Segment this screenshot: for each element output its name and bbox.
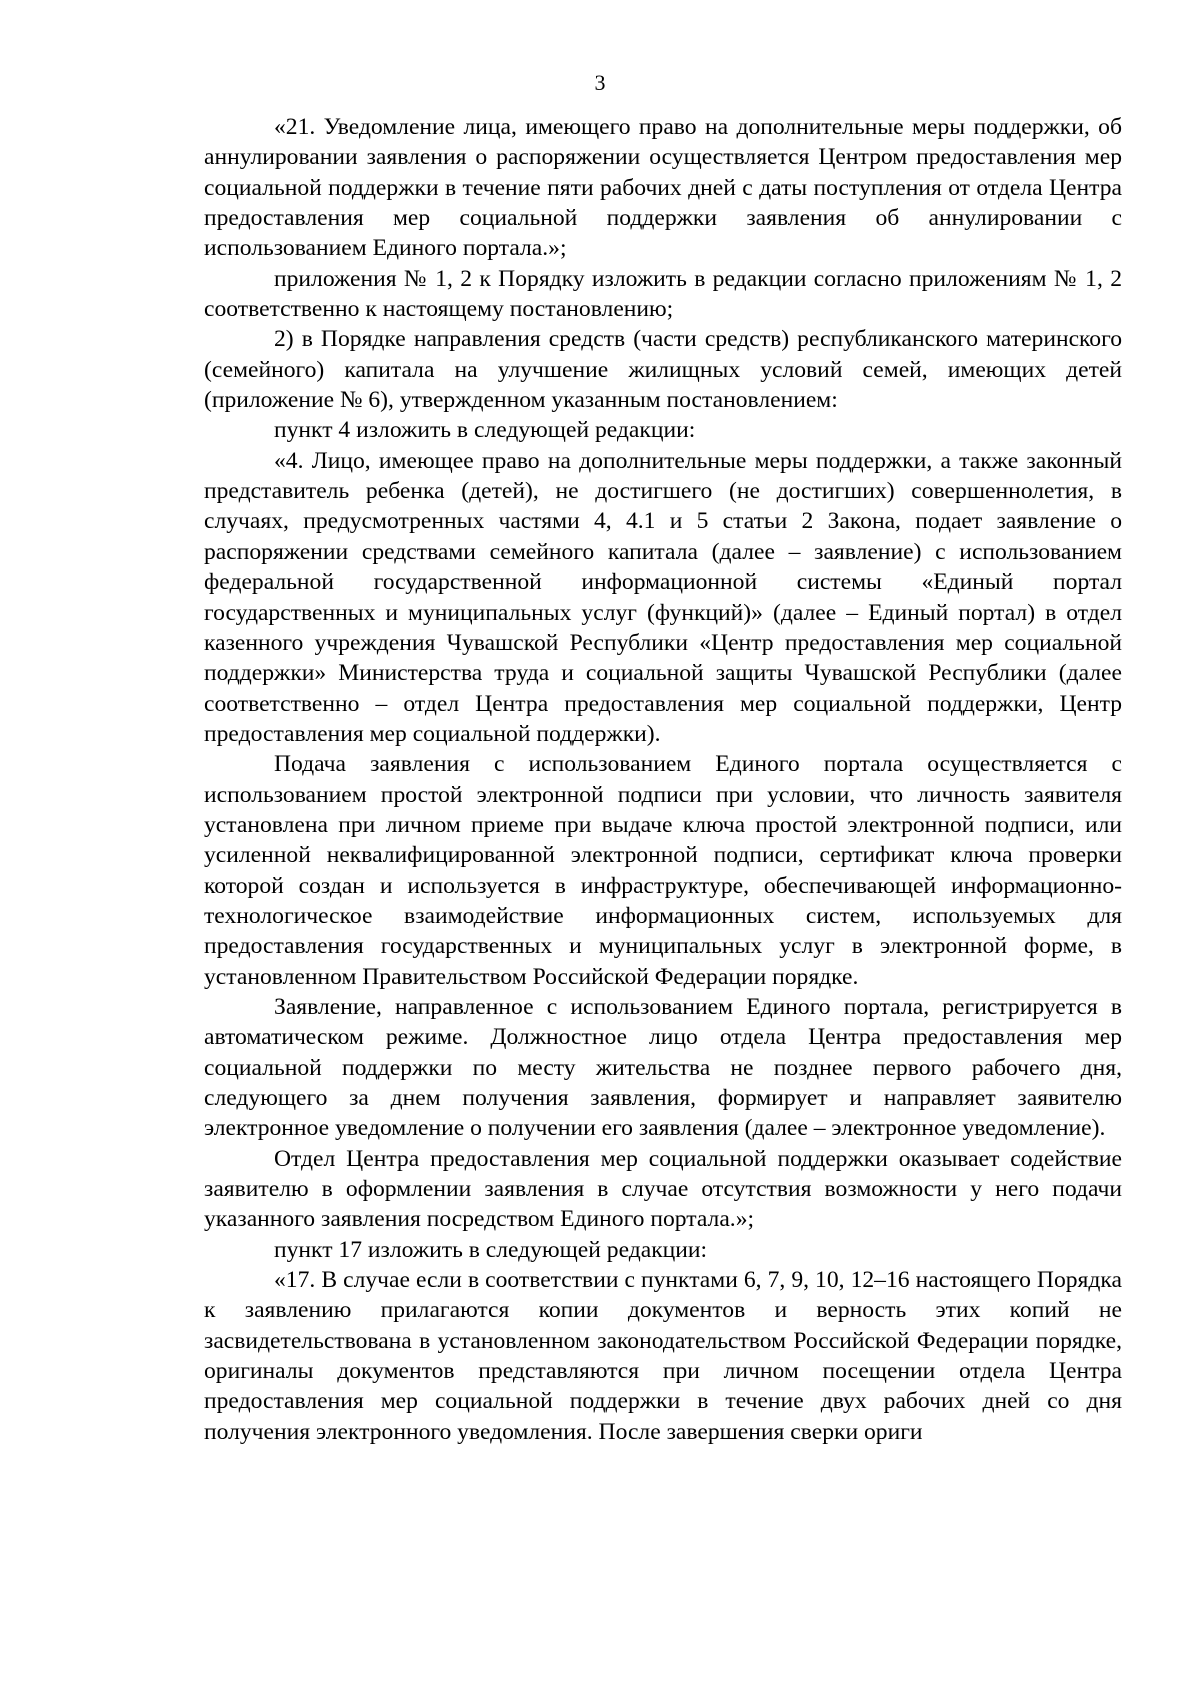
paragraph: «4. Лицо, имеющее право на дополнительные меры поддержки, а также законный представитель ребенка (детей), не достигшего (не достигших) совершеннолетия, в случаях, предусмотренных частями 4, 4.1 и 5 статьи 2 Закона, подает заявление о распоряжении средствами семейного капитала (далее – заявление) с использованием федеральной государственной информационной системы «Единый портал государственных и муниципальных услуг (функций)» (далее – Единый портал) в отдел казенного учреждения Чувашской Республики «Центр предоставления мер социальной поддержки» Министерства труда и социальной защиты Чувашской Республики (далее соответственно – отдел Центра предоставления мер социальной поддержки, Центр предоставления мер социальной поддержки). bbox=[204, 447, 1122, 747]
paragraph: пункт 17 изложить в следующей редакции: bbox=[274, 1236, 708, 1263]
paragraph: приложения № 1, 2 к Порядку изложить в редакции согласно приложениям № 1, 2 соответственно к настоящему постановлению; bbox=[204, 265, 1122, 323]
paragraph: Заявление, направленное с использованием Единого портала, регистрируется в автоматическом режиме. Должностное лицо отдела Центра предоставления мер социальной поддержки по месту жительства не позднее первого рабочего дня, следующего за днем получения заявления, формирует и направляет заявителю электронное уведомление о получении его заявления (далее – электронное уведомление). bbox=[204, 993, 1122, 1142]
paragraph: «17. В случае если в соответствии с пунктами 6, 7, 9, 10, 12–16 настоящего Порядка к заявлению прилагаются копии документов и верность этих копий не засвидетельствована в установленном законодательством Российской Федерации порядке, оригиналы документов представляются при личном посещении отдела Центра предоставления мер социальной поддержки в течение двух рабочих дней со дня получения электронного уведомления. После завершения сверки ориги bbox=[204, 1267, 1122, 1445]
page-number: 3 bbox=[594, 70, 606, 95]
paragraph: Подача заявления с использованием Единого портала осуществляется с использованием простой электронной подписи при условии, что личность заявителя установлена при личном приеме при выдаче ключа простой электронной подписи, или усиленной неквалифицированной электронной подписи, сертификат ключа проверки которой создан и используется в инфраструктуре, обеспечивающей информационно-технологическое взаимодействие информационных систем, используемых для предоставления государственных и муниципальных услуг в электронной форме, в установленном Правительством Российской Федерации порядке. bbox=[204, 751, 1122, 990]
paragraph: «21. Уведомление лица, имеющего право на дополнительные меры поддержки, об аннулировании заявления о распоряжении осуществляется Центром предоставления мер социальной поддержки в течение пяти рабочих дней с даты поступления от отдела Центра предоставления мер социальной поддержки заявления об аннулировании с использованием Единого портала.»; bbox=[204, 114, 1122, 262]
paragraph: 2) в Порядке направления средств (части средств) республиканского материнского (семейного) капитала на улучшение жилищных условий семей, имеющих детей (приложение № 6), утвержденном указанным постановлением: bbox=[204, 326, 1122, 414]
document-body bbox=[204, 112, 1122, 1447]
paragraph: пункт 4 изложить в следующей редакции: bbox=[274, 417, 696, 444]
paragraph: Отдел Центра предоставления мер социальной поддержки оказывает содействие заявителю в оформлении заявления в случае отсутствия возможности у него подачи указанного заявления посредством Единого портала.»; bbox=[204, 1145, 1122, 1233]
